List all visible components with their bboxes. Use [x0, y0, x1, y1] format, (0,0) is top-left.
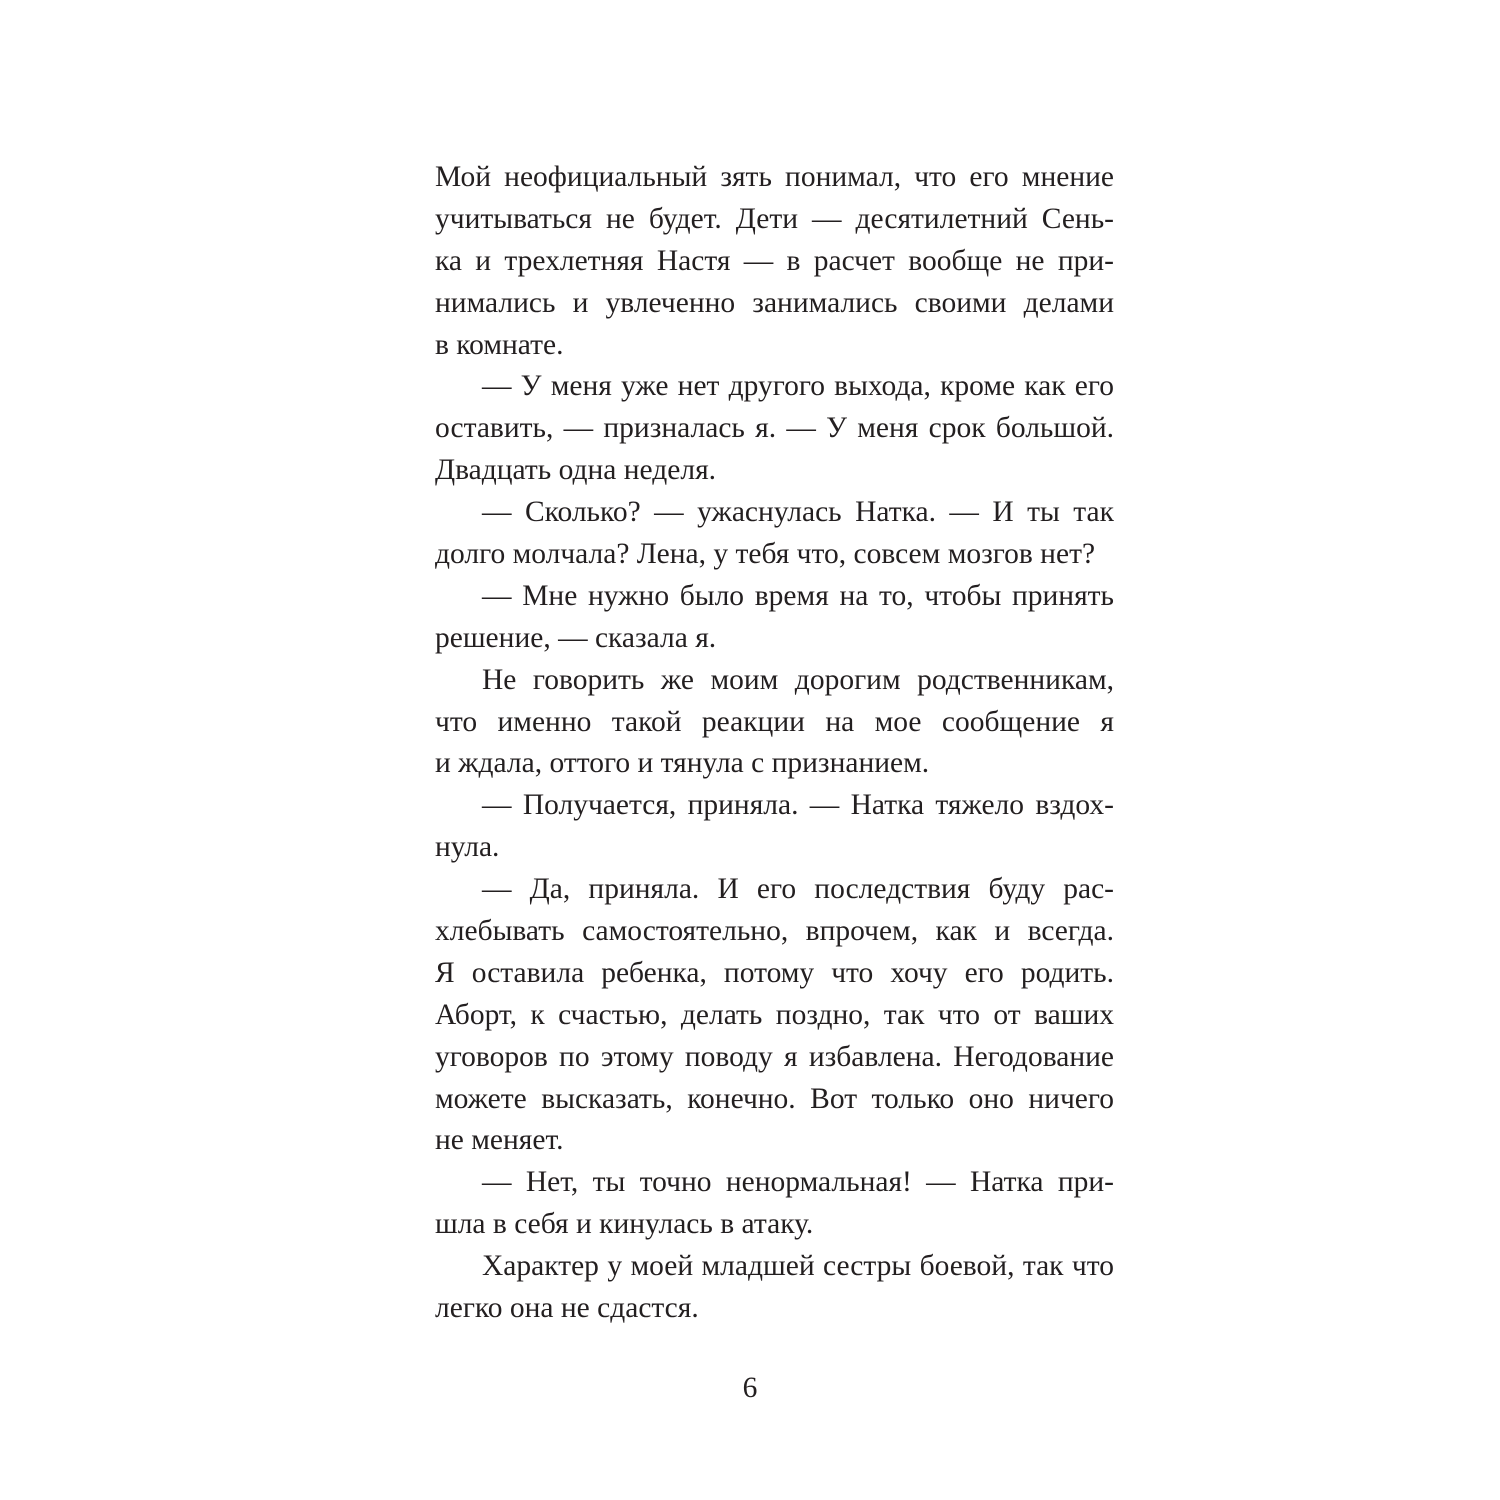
text-line: Мой неофициальный зять понимал, что его мнение	[435, 161, 1114, 193]
paragraph	[435, 785, 1114, 869]
text-line: Я оставила ребенка, потому что хочу его родить.	[435, 956, 1114, 989]
text-line: — Да, приняла. И его последствия буду рас-	[482, 873, 1114, 906]
text-line: — Сколько? — ужаснулась Натка. — И ты так	[482, 496, 1114, 529]
text-line: — Нет, ты точно ненормальная! — Натка при-	[482, 1166, 1114, 1199]
paragraph	[435, 869, 1114, 1162]
text-line: оставить, — призналась я. — У меня срок большой.	[435, 412, 1114, 445]
text-line: нимались и увлеченно занимались своими делами	[435, 286, 1114, 319]
text-line: Двадцать одна неделя.	[435, 454, 717, 487]
text-line: Характер у моей младшей сестры боевой, так что	[482, 1250, 1114, 1283]
text-line: ка и трехлетняя Настя — в расчет вообще не при-	[435, 244, 1114, 277]
page-number: 6	[742, 1372, 758, 1404]
text-line: шла в себя и кинулась в атаку.	[435, 1208, 814, 1241]
text-line: учитываться не будет. Дети — десятилетний Сень-	[435, 202, 1114, 235]
text-line: Не говорить же моим дорогим родственникам,	[482, 663, 1114, 696]
text-line: — Мне нужно было время на то, чтобы принять	[482, 579, 1114, 612]
text-line: — У меня уже нет другого выхода, кроме как его	[482, 370, 1114, 403]
text-line: Аборт, к счастью, делать поздно, так что от ваших	[435, 998, 1114, 1031]
page-body-text	[435, 157, 1114, 1330]
paragraph	[435, 1246, 1114, 1330]
text-line: хлебывать самостоятельно, впрочем, как и всегда.	[435, 915, 1114, 948]
text-line: легко она не сдастся.	[435, 1292, 699, 1325]
text-line: решение, — сказала я.	[435, 621, 717, 654]
text-line: что именно такой реакции на мое сообщение я	[435, 705, 1114, 738]
paragraph	[435, 157, 1114, 366]
text-line: уговоров по этому поводу я избавлена. Негодование	[435, 1040, 1114, 1073]
text-line: долго молчала? Лена, у тебя что, совсем мозгов нет?	[435, 538, 1096, 571]
paragraph	[435, 492, 1114, 576]
paragraph	[435, 1162, 1114, 1246]
text-line: и ждала, оттого и тянула с признанием.	[435, 747, 930, 780]
paragraph	[435, 660, 1114, 786]
paragraph	[435, 366, 1114, 492]
text-line: в комнате.	[435, 328, 564, 361]
text-line: можете высказать, конечно. Вот только оно ничего	[435, 1082, 1114, 1115]
text-line: нула.	[435, 831, 500, 864]
paragraph	[435, 576, 1114, 660]
text-line: — Получается, приняла. — Натка тяжело вздох-	[482, 789, 1114, 822]
text-line: не меняет.	[435, 1124, 564, 1157]
